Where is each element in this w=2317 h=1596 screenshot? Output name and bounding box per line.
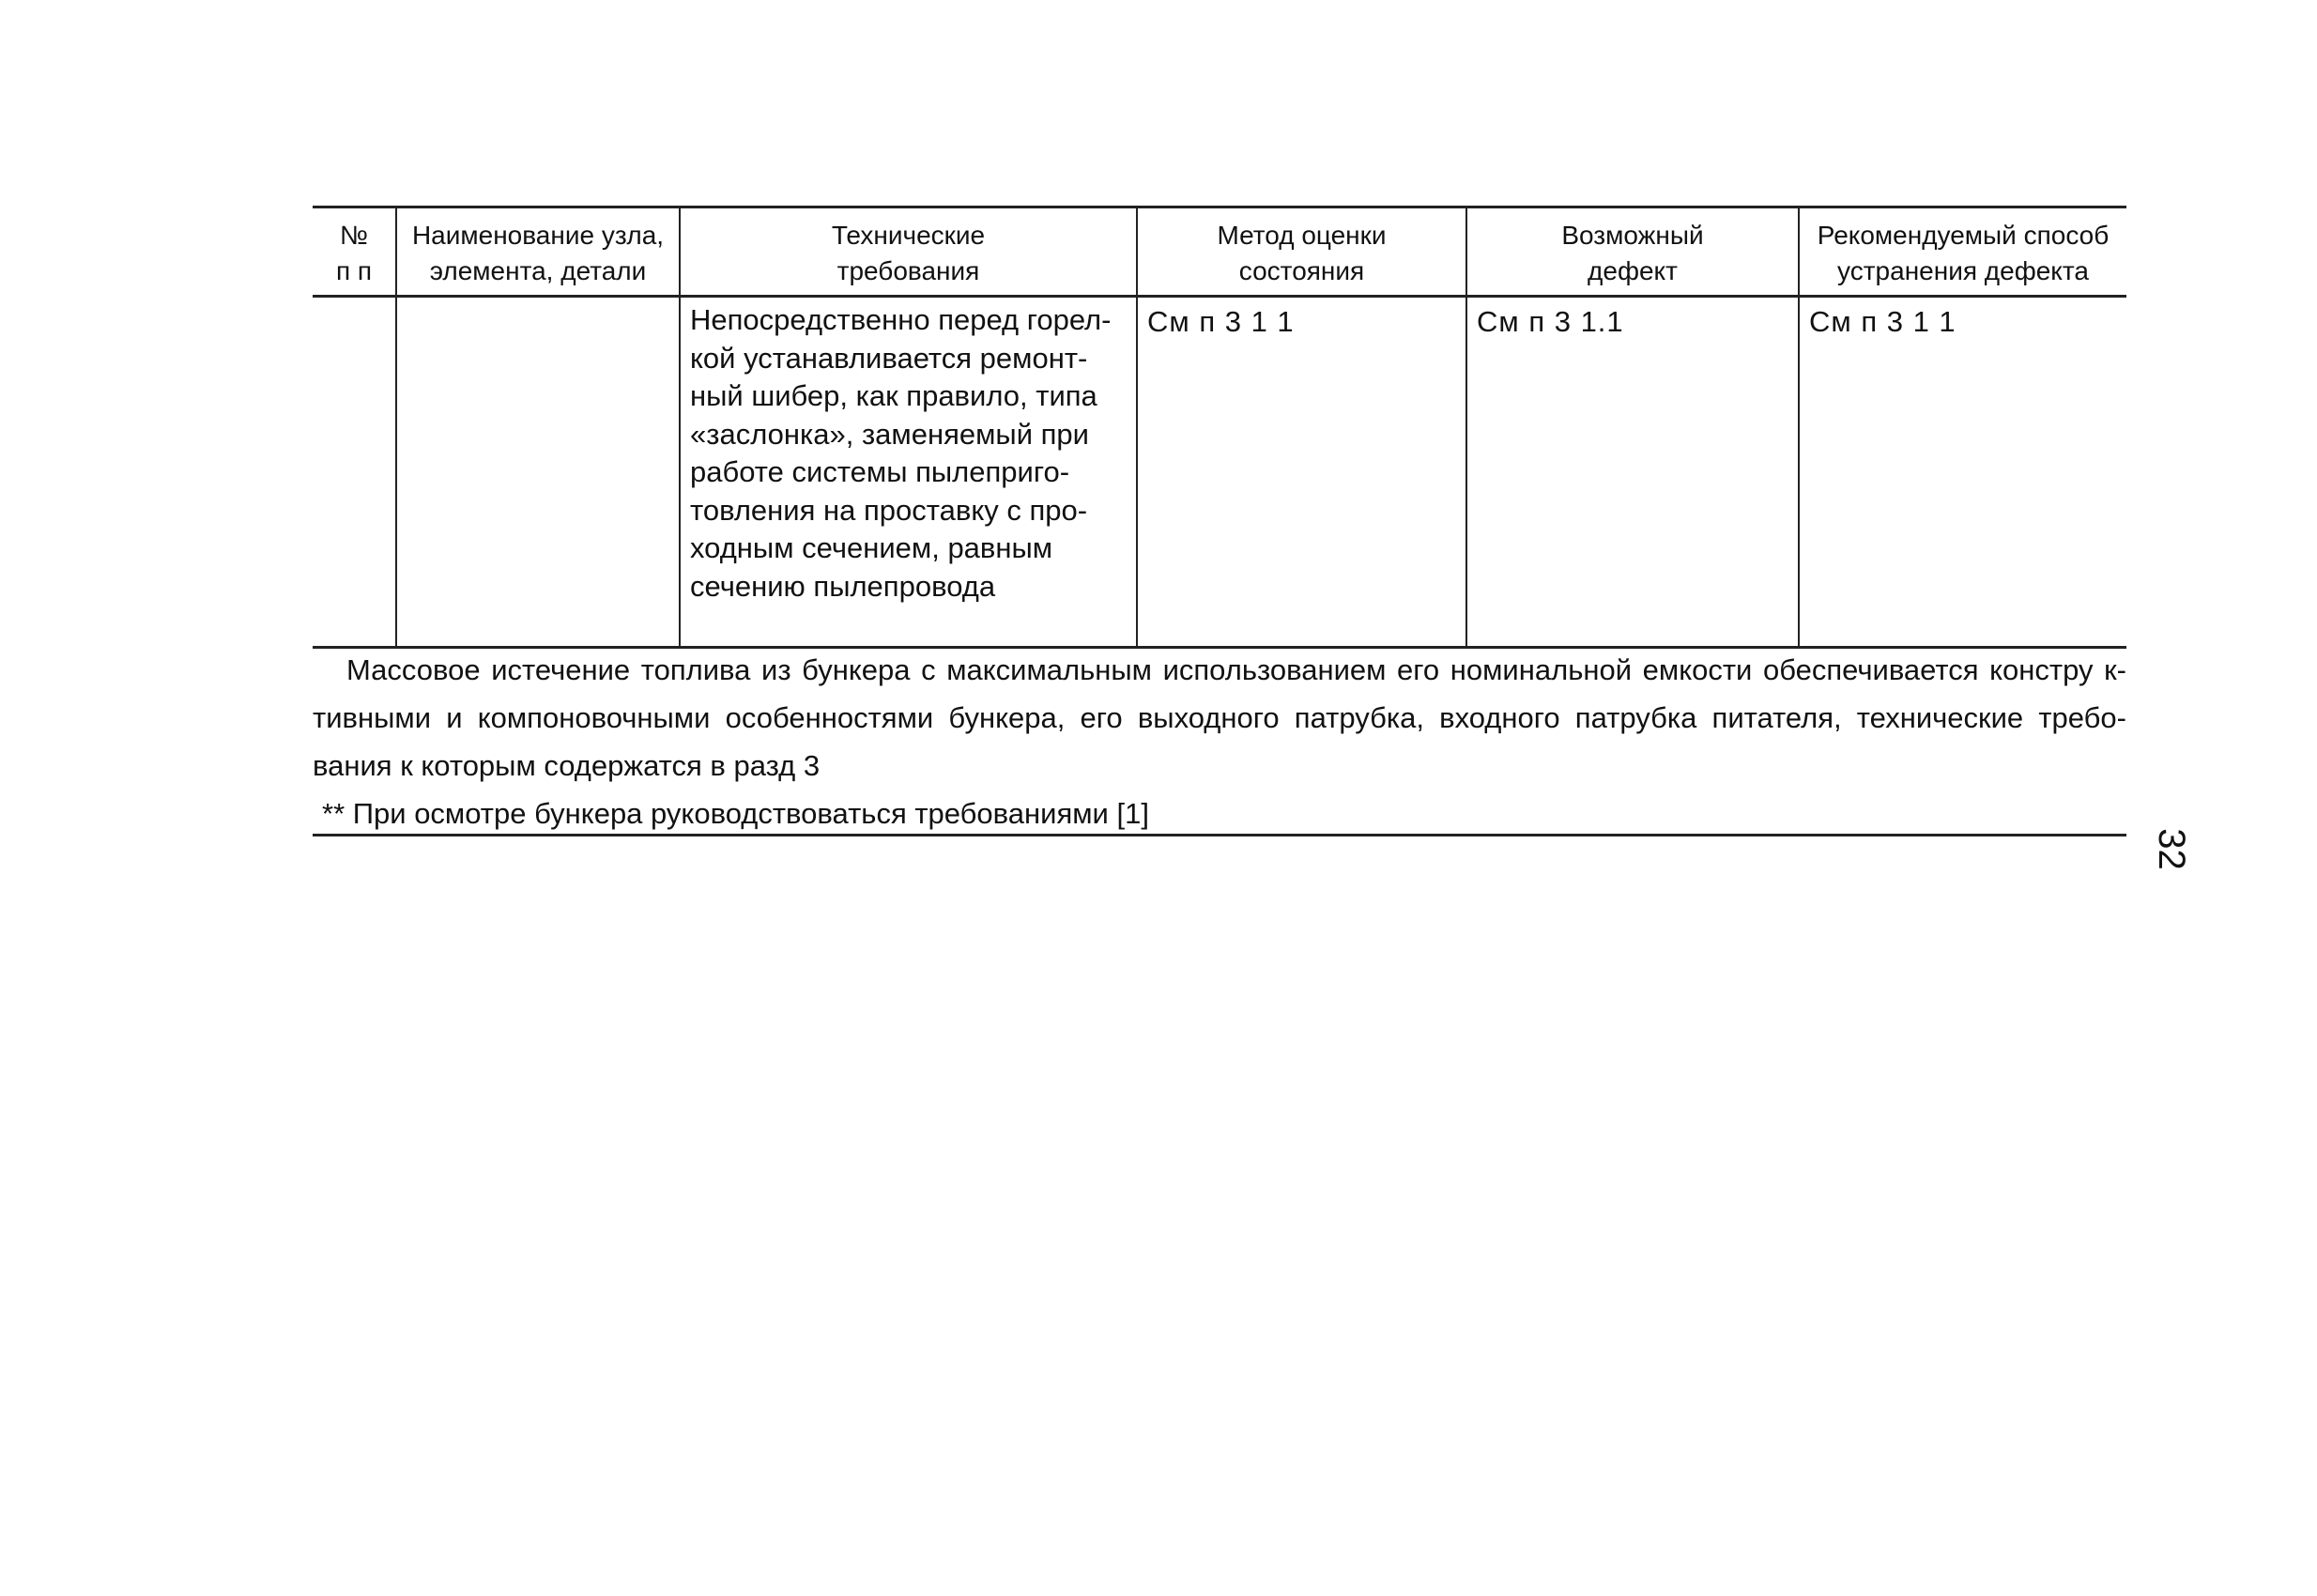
- note-line: вания к которым содержатся в разд 3: [313, 749, 821, 782]
- header-defect: Возможный дефект: [1466, 207, 1799, 297]
- note-paragraph: [313, 646, 2126, 837]
- cell-requirements: Непосредственно перед горел- кой устанавливается ремонт- ный шибер, как правило, типа «заслонка», заменяемый при работе системы пылеприго- товления на проставку с про- ходным сечением, равным сечению пылепровода: [680, 297, 1137, 648]
- cell-number: [313, 297, 396, 648]
- header-remedy: Рекомендуемый способ устранения дефекта: [1799, 207, 2126, 297]
- cell-name: [396, 297, 680, 648]
- bottom-rule: [313, 834, 2126, 836]
- header-number: № п п: [313, 207, 396, 297]
- cell-remedy: См п 3 1 1: [1799, 297, 2126, 648]
- header-method: Метод оценки состояния: [1137, 207, 1466, 297]
- note-line: Массовое истечение топлива из бункера с максимальным использованием его номинальной емкости обеспечивается констру к-: [346, 653, 2126, 686]
- header-name: Наименование узла, элемента, детали: [396, 207, 680, 297]
- table-header-row: [313, 207, 2126, 297]
- page-number: 32: [2150, 828, 2192, 870]
- note-line: тивными и компоновочными особенностями бункера, его выходного патрубка, входного патрубка питателя, технические требо-: [313, 701, 2126, 734]
- requirements-table: [313, 206, 2126, 649]
- header-requirements: Технические требования: [680, 207, 1137, 297]
- cell-method: См п 3 1 1: [1137, 297, 1466, 648]
- footnote: ** При осмотре бункера руководствоваться требованиями [1]: [322, 797, 1149, 830]
- cell-defect: См п 3 1.1: [1466, 297, 1799, 648]
- table-row: [313, 297, 2126, 648]
